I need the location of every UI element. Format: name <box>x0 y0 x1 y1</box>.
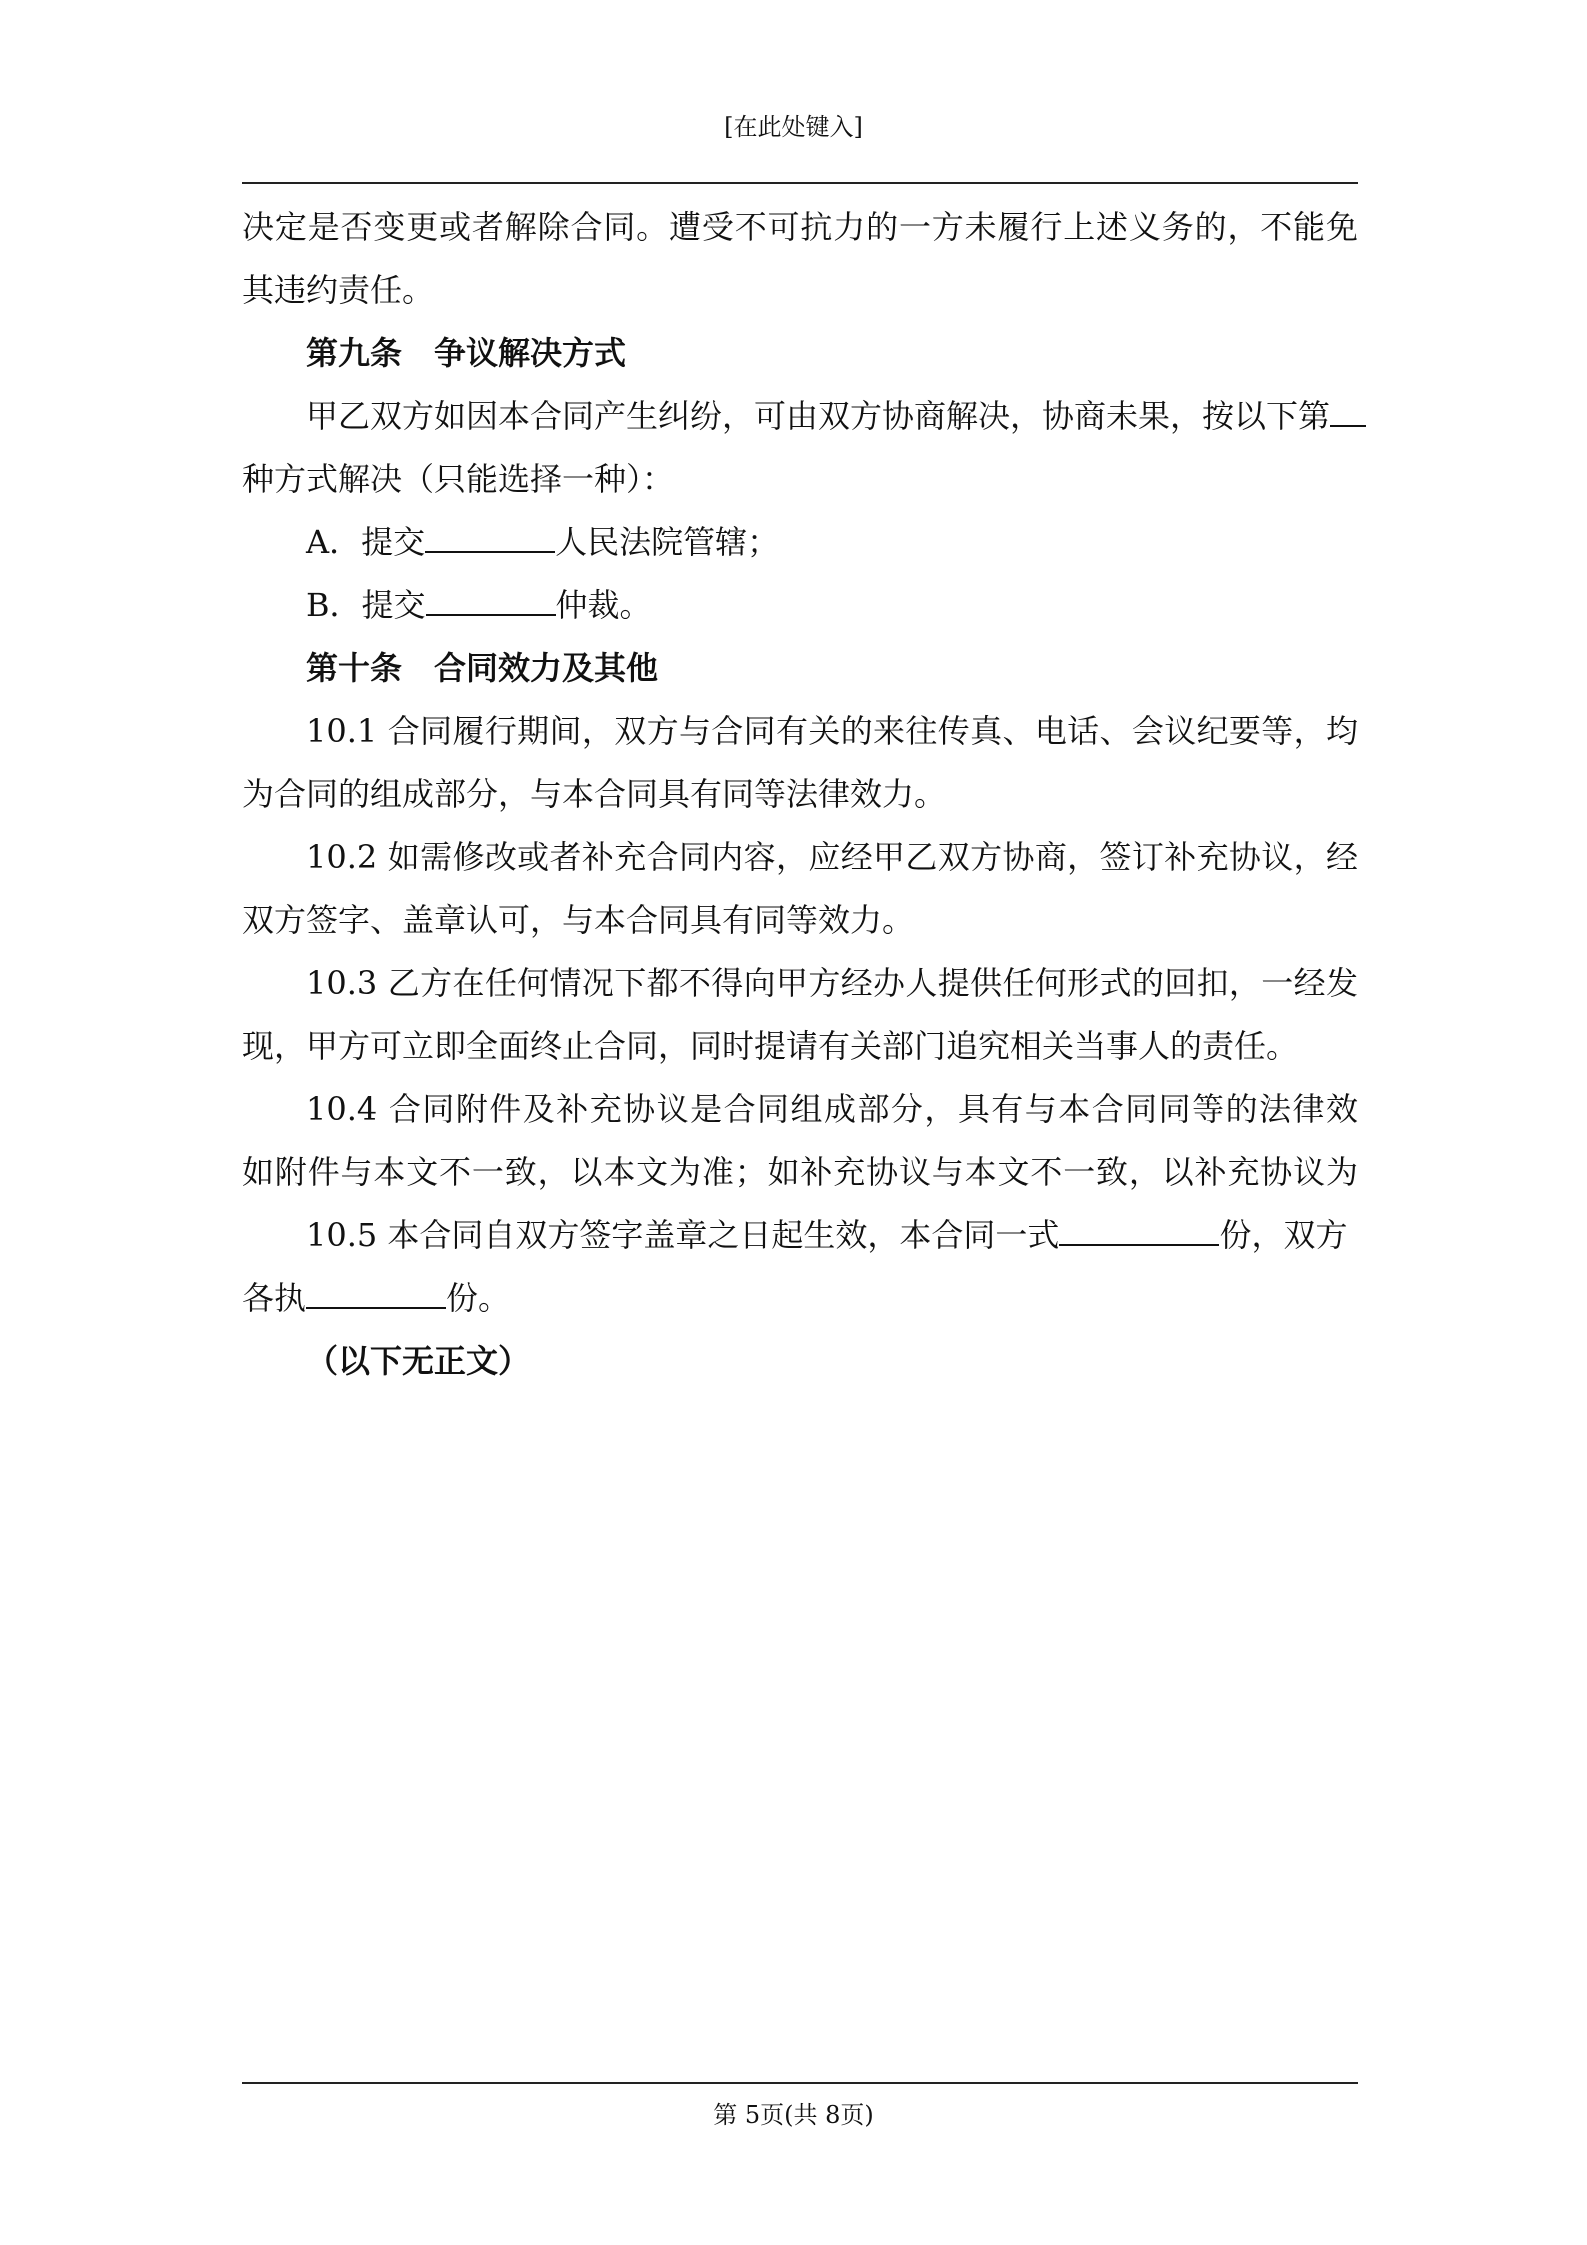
fill-blank[interactable] <box>425 523 555 553</box>
clause-10-5-line2-suffix: 份。 <box>446 1279 511 1317</box>
fill-blank[interactable] <box>1059 1216 1219 1246</box>
clause-10-3-line: 现，甲方可立即全面终止合同，同时提请有关部门追究相关当事人的责任。 <box>242 1027 1299 1065</box>
option-a-line <box>242 511 1358 574</box>
paragraph-line: 其违约责任。 <box>242 271 435 309</box>
option-a-prefix: A．提交 <box>306 523 426 561</box>
option-b-suffix: 仲裁。 <box>555 586 652 624</box>
fill-blank[interactable] <box>306 1279 446 1309</box>
fill-blank[interactable] <box>1330 397 1366 427</box>
clause-10-3-line: 10.3 乙方在任何情况下都不得向甲方经办人提供任何形式的回扣，一经发 <box>306 964 1358 1002</box>
clause-10-5-suffix: 份，双方 <box>1219 1216 1348 1254</box>
clause-10-5-prefix: 10.5 本合同自双方签字盖章之日起生效，本合同一式 <box>306 1216 1060 1254</box>
clause-10-2-line: 双方签字、盖章认可，与本合同具有同等效力。 <box>242 901 915 939</box>
footer-rule <box>242 2082 1358 2084</box>
fill-blank[interactable] <box>426 586 556 616</box>
paragraph-line: 决定是否变更或者解除合同。遭受不可抗力的一方未履行上述义务的，不能免 <box>242 208 1358 246</box>
paragraph-line: 种方式解决（只能选择一种）： <box>242 460 675 498</box>
page-footer: 第 5页(共 8页) <box>713 2101 874 2129</box>
clause-10-4-line: 10.4 合同附件及补充协议是合同组成部分，具有与本合同同等的法律效 <box>306 1090 1358 1128</box>
option-b-prefix: B．提交 <box>306 586 426 624</box>
article-10-heading <box>242 637 1358 700</box>
end-note: （以下无正文） <box>306 1342 531 1380</box>
clause-10-5-line2-prefix: 各执 <box>242 1279 307 1317</box>
paragraph-text: 甲乙双方如因本合同产生纠纷，可由双方协商解决，协商未果，按以下第 <box>306 397 1331 435</box>
article-10-title: 合同效力及其他 <box>434 649 659 687</box>
clause-10-1-line: 为合同的组成部分，与本合同具有同等法律效力。 <box>242 775 947 813</box>
article-10-number: 第十条 <box>306 649 403 687</box>
document-body <box>242 196 1358 1393</box>
option-b-line <box>242 574 1358 637</box>
page-header: [在此处键入] <box>724 113 863 141</box>
clause-10-5-line <box>242 1204 1358 1267</box>
article-9-title: 争议解决方式 <box>434 334 627 372</box>
header-rule <box>242 182 1358 184</box>
clause-10-4-line: 如附件与本文不一致，以本文为准；如补充协议与本文不一致，以补充协议为 <box>242 1153 1358 1191</box>
clause-10-2-line: 10.2 如需修改或者补充合同内容，应经甲乙双方协商，签订补充协议，经 <box>306 838 1358 876</box>
option-a-suffix: 人民法院管辖； <box>555 523 780 561</box>
clause-10-5-line <box>242 1267 1358 1330</box>
article-9-heading <box>242 322 1358 385</box>
clause-10-1-line: 10.1 合同履行期间，双方与合同有关的来往传真、电话、会议纪要等，均 <box>306 712 1358 750</box>
article-9-number: 第九条 <box>306 334 403 372</box>
paragraph-line <box>242 385 1358 448</box>
